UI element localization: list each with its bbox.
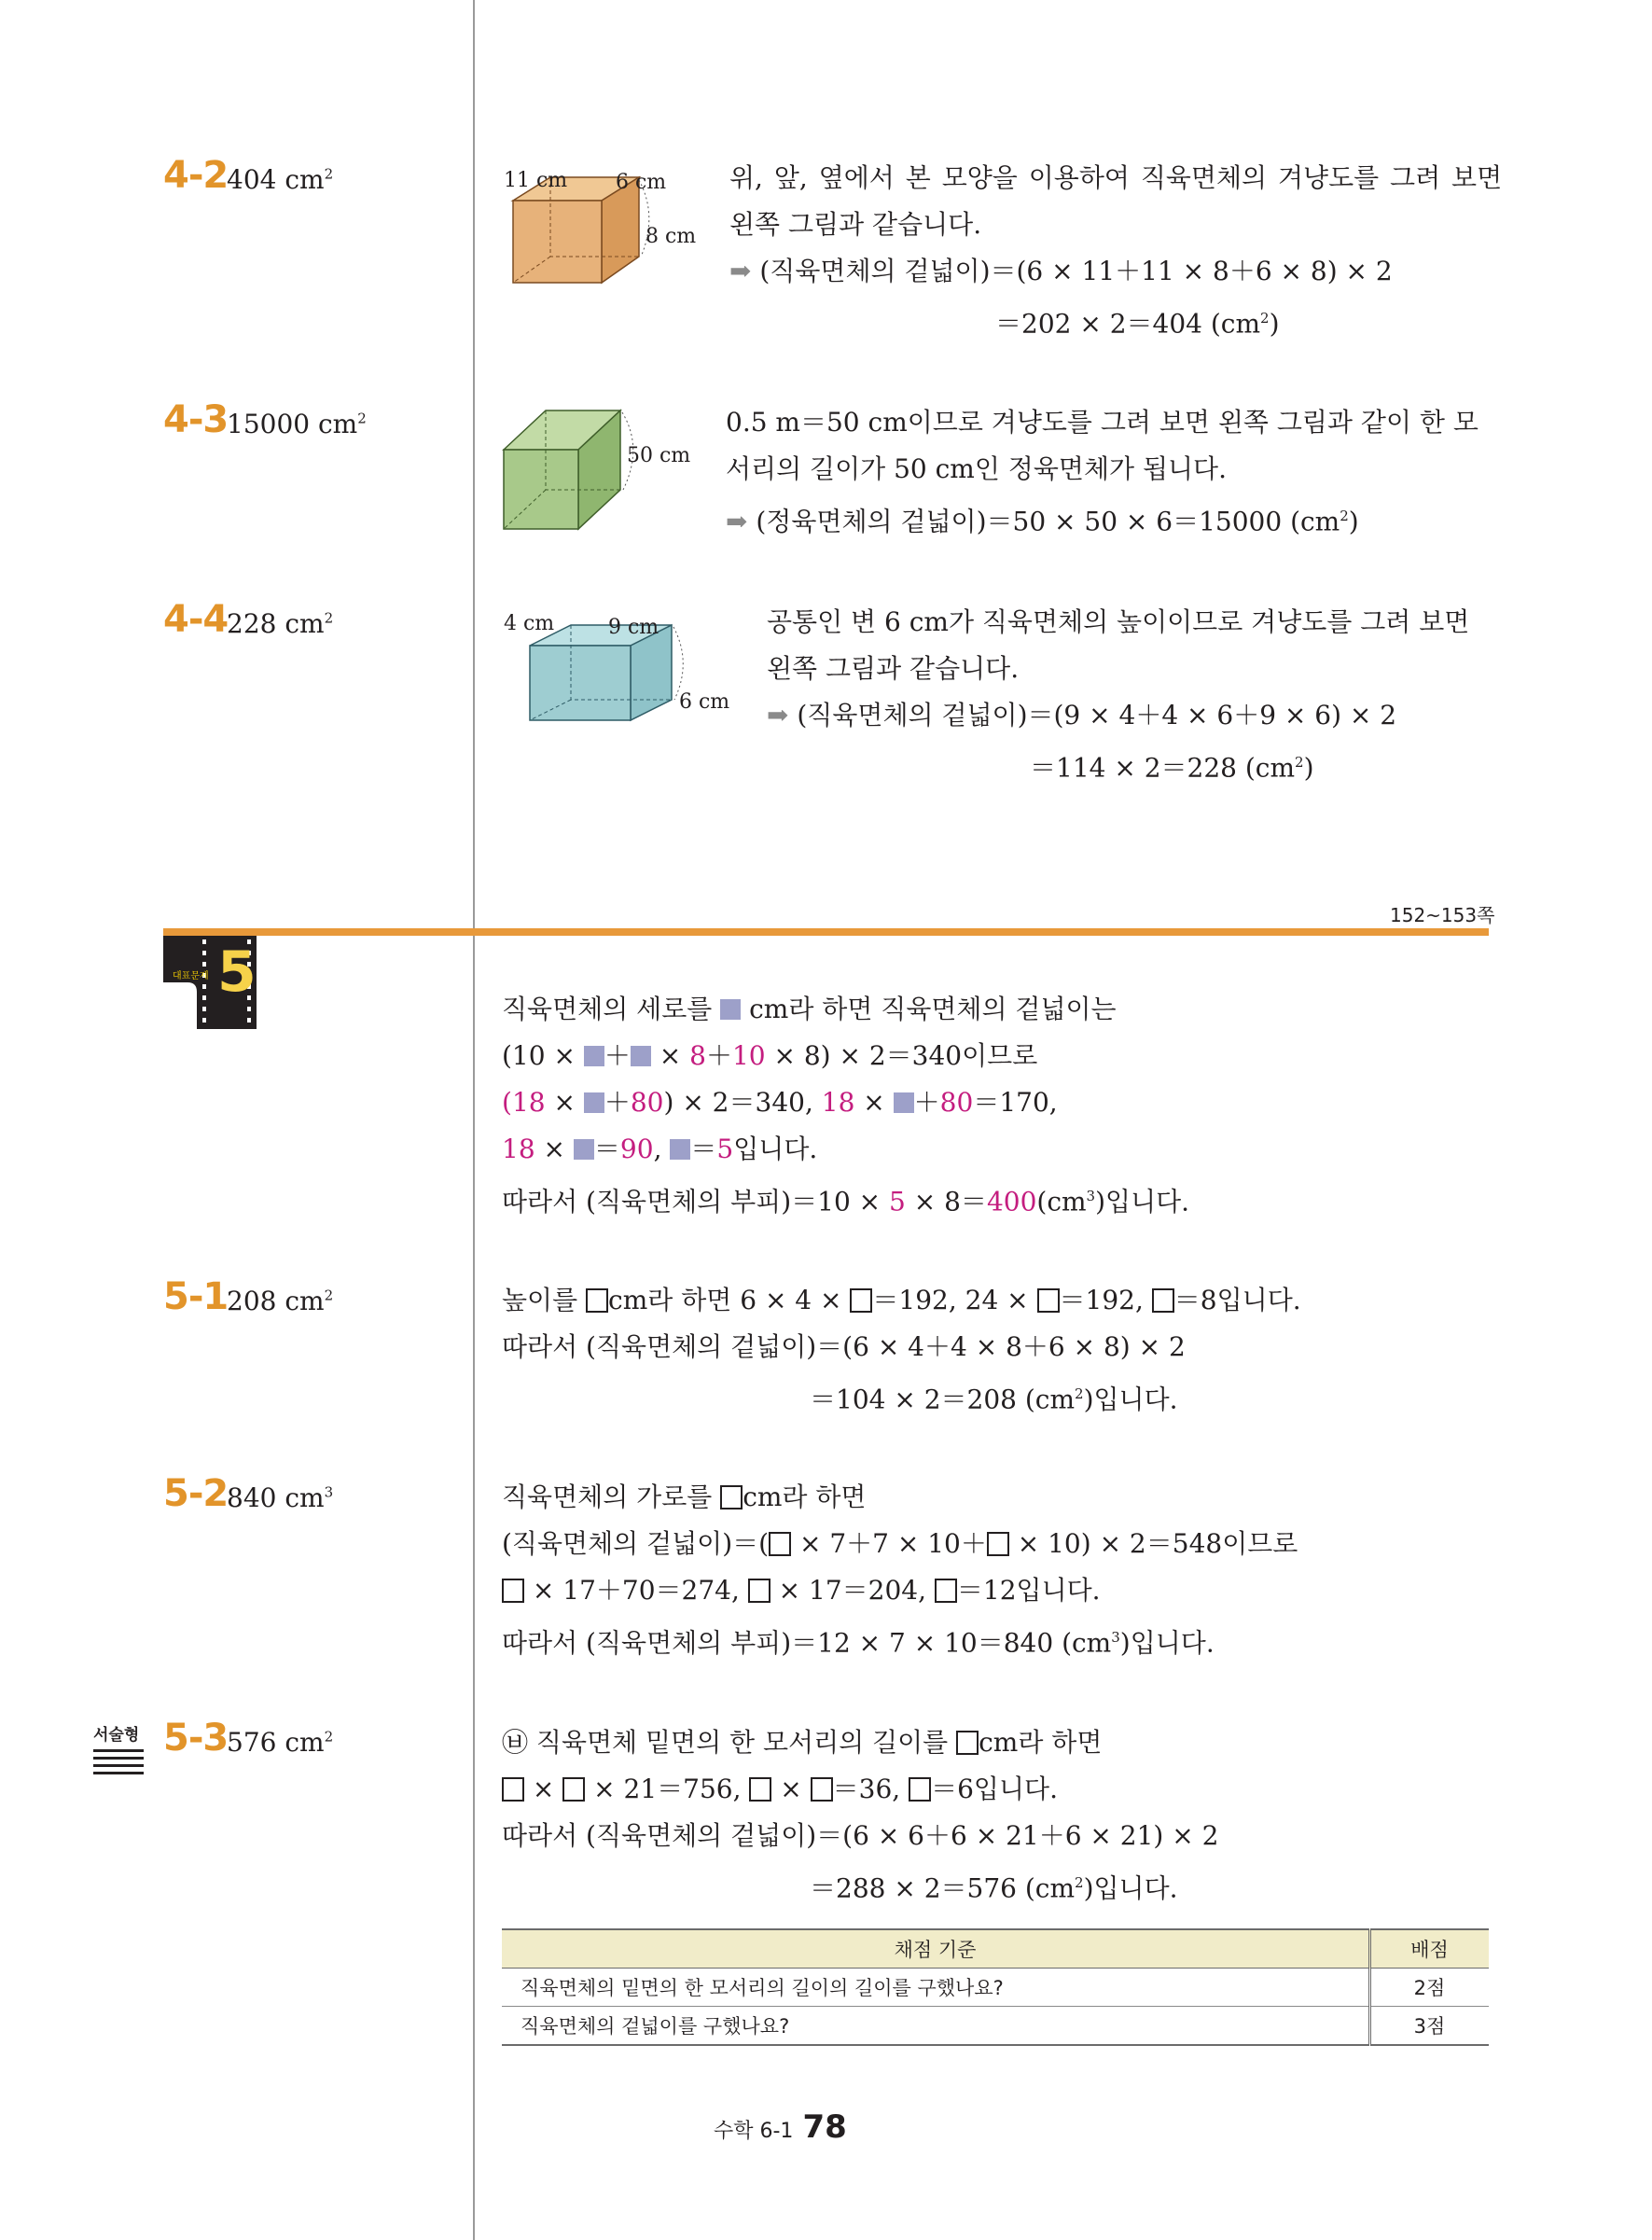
label-9cm: 9 cm bbox=[608, 616, 659, 639]
table-header-row bbox=[502, 1929, 1489, 1969]
answer: 228 $cm^2$ bbox=[227, 608, 334, 639]
scoring-criteria-table bbox=[502, 1928, 1489, 2046]
badge-label: 대표문제 bbox=[173, 971, 209, 981]
label-6cm: 6 cm bbox=[679, 690, 730, 714]
answer: 15000 $cm^2$ bbox=[227, 409, 367, 439]
section-rule bbox=[163, 928, 1489, 936]
answer: 208 $cm^2$ bbox=[227, 1286, 334, 1316]
cube-figure-4-3 bbox=[494, 401, 718, 541]
points-cell: 2점 bbox=[1370, 1969, 1490, 2007]
problem-number: 5-1 bbox=[163, 1275, 229, 1318]
badge-number: 5 bbox=[217, 939, 257, 1005]
page-footer bbox=[714, 2108, 847, 2146]
center-divider bbox=[473, 0, 475, 2240]
label-50cm: 50 cm bbox=[627, 444, 691, 467]
explanation-4-4: 공통인 변 6 cm가 직육면체의 높이이므로 겨냥도를 그려 보면 왼쪽 그림과 같습니다. ➡ (직육면체의 겉넓이)＝(9 × 4＋4 × 6＋9 × 6) × 2 ＝114 × 2＝228 $(cm^2)$ bbox=[767, 606, 1470, 784]
representative-problem-badge bbox=[163, 936, 257, 1029]
page-range: 152~153쪽 bbox=[1390, 904, 1495, 926]
label-6cm: 6 cm bbox=[616, 171, 667, 194]
page-number: 78 bbox=[802, 2108, 847, 2146]
table-row bbox=[502, 2007, 1489, 2046]
label-4cm: 4 cm bbox=[504, 612, 555, 635]
answer: 840 $cm^3$ bbox=[227, 1482, 334, 1513]
points-cell: 3점 bbox=[1370, 2007, 1490, 2046]
problem-number: 4-3 bbox=[163, 398, 229, 441]
answer: 576 $cm^2$ bbox=[227, 1727, 334, 1758]
table-row bbox=[502, 1969, 1489, 2007]
essay-type-tag bbox=[93, 1721, 149, 1774]
explanation-5-1: 높이를 cm라 하면 6 × 4 × ＝192, 24 × ＝192, ＝8입니다. 따라서 (직육면체의 겉넓이)＝(6 × 4＋4 × 8＋6 × 8) × 2 ＝104 × 2＝208 $(cm^2)$입니다. bbox=[502, 1285, 1301, 1415]
points-header: 배점 bbox=[1370, 1929, 1490, 1969]
answer: 404 $cm^2$ bbox=[227, 164, 334, 195]
cuboid-figure-4-2 bbox=[494, 163, 718, 303]
explanation-4-3: 0.5 m＝50 cm이므로 겨냥도를 그려 보면 왼쪽 그림과 같이 한 모 서리의 길이가 50 cm인 정육면체가 됩니다. ➡ (정육면체의 겉넓이)＝50 × 50 × 6＝15000 $(cm^2)$ bbox=[726, 407, 1478, 537]
cuboid-figure-4-4 bbox=[494, 606, 737, 756]
problem-number: 5-3 bbox=[163, 1717, 229, 1760]
problem-number: 4-2 bbox=[163, 154, 229, 197]
explanation-5: 직육면체의 세로를 cm라 하면 직육면체의 겉넓이는 (10 × ＋ × 8＋10 × 8) × 2＝340이므로 (18 × ＋80) × 2＝340, 18 × ＋80＝170, 18 × ＝90, ＝5입니다. 따라서 (직육면체의 부피)$=10 \times 5 \times 8=400(cm^3)$입니다. bbox=[502, 994, 1190, 1217]
explanation-5-3: ㉥ 직육면체 밑면의 한 모서리의 길이를 cm라 하면 × × 21＝756, × ＝36, ＝6입니다. 따라서 (직육면체의 겉넓이)＝(6 × 6＋6 × 21＋6 × 21) × 2 ＝288 × 2＝576 $(cm^2)$입니다. bbox=[502, 1727, 1219, 1904]
explanation-5-2: 직육면체의 가로를 cm라 하면 (직육면체의 겉넓이)＝( × 7＋7 × 10＋ × 10) × 2＝548이므로 × 17＋70＝274, × 17＝204, ＝12입니다. 따라서 (직육면체의 부피)＝12 × 7 × 10＝840 $(cm^3)$입니다. bbox=[502, 1482, 1298, 1659]
label-8cm: 8 cm bbox=[646, 225, 697, 248]
explanation-4-2: 위, 앞, 옆에서 본 모양을 이용하여 직육면체의 겨냥도를 그려 보면 왼쪽 그림과 같습니다. ➡ (직육면체의 겉넓이)＝(6 × 11＋11 × 8＋6 × 8) × 2 ＝202 × 2＝404 $(cm^2)$ bbox=[729, 162, 1503, 340]
label-11cm: 11 cm bbox=[504, 169, 568, 192]
essay-label: 서술형 bbox=[93, 1726, 140, 1745]
criteria-header: 채점 기준 bbox=[502, 1929, 1370, 1969]
problem-number: 4-4 bbox=[163, 598, 229, 641]
footer-label: 수학 6-1 bbox=[714, 2120, 794, 2143]
problem-number: 5-2 bbox=[163, 1472, 229, 1515]
criteria-cell: 직육면체의 밑면의 한 모서리의 길이의 길이를 구했나요? bbox=[502, 1969, 1370, 2007]
criteria-cell: 직육면체의 겉넓이를 구했나요? bbox=[502, 2007, 1370, 2046]
